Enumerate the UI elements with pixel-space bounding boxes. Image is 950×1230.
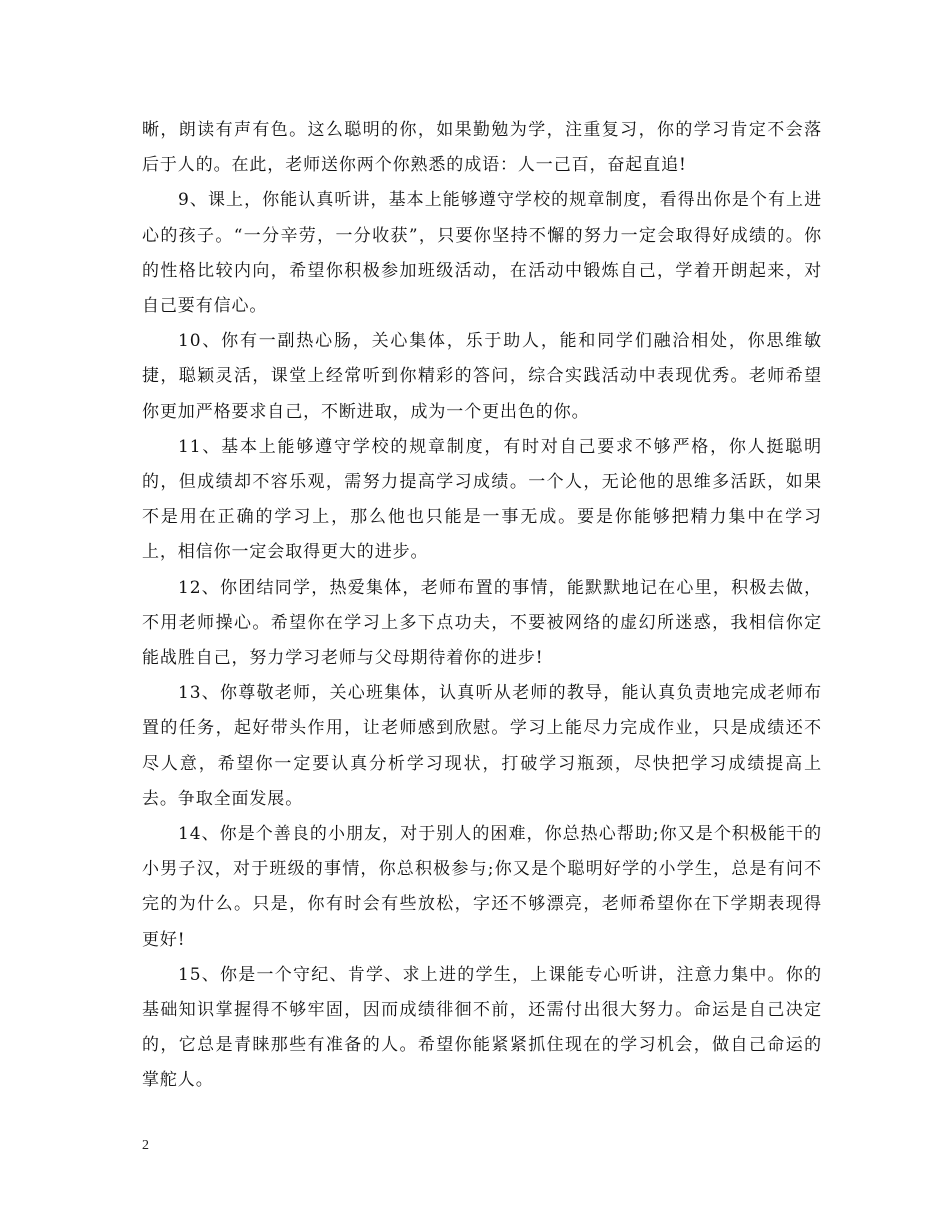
paragraph-continuation: 晰，朗读有声有色。这么聪明的你，如果勤勉为学，注重复习，你的学习肯定不会落后于人的。在此，老师送你两个你熟悉的成语：人一己百，奋起直追! bbox=[142, 120, 822, 176]
document-body bbox=[142, 113, 822, 1099]
paragraph-item-13: 13、你尊敬老师，关心班集体，认真听从老师的教导，能认真负责地完成老师布置的任务，起好带头作用，让老师感到欣慰。学习上能尽力完成作业，只是成绩还不尽人意，希望你一定要认真分析学习现状，打破学习瓶颈，尽快把学习成绩提高上去。争取全面发展。 bbox=[142, 683, 822, 809]
paragraph-item-10: 10、你有一副热心肠，关心集体，乐于助人，能和同学们融洽相处，你思维敏捷，聪颖灵活，课堂上经常听到你精彩的答问，综合实践活动中表现优秀。老师希望你更加严格要求自己，不断进取，成为一个更出色的你。 bbox=[142, 331, 822, 422]
paragraph-item-9: 9、课上，你能认真听讲，基本上能够遵守学校的规章制度，看得出你是个有上进心的孩子。“一分辛劳，一分收获”，只要你坚持不懈的努力一定会取得好成绩的。你的性格比较内向，希望你积极参加班级活动，在活动中锻炼自己，学着开朗起来，对自己要有信心。 bbox=[142, 190, 822, 317]
paragraph-item-15: 15、你是一个守纪、肯学、求上进的学生，上课能专心听讲，注意力集中。你的基础知识掌握得不够牢固，因而成绩徘徊不前，还需付出很大努力。命运是自己决定的，它总是青睐那些有准备的人。希望你能紧紧抓住现在的学习机会，做自己命运的掌舵人。 bbox=[142, 964, 822, 1091]
paragraph-item-12: 12、你团结同学，热爱集体，老师布置的事情，能默默地记在心里，积极去做，不用老师操心。希望你在学习上多下点功夫，不要被网络的虚幻所迷惑，我相信你定能战胜自己，努力学习老师与父母期待着你的进步! bbox=[142, 577, 822, 669]
page-number: 2 bbox=[142, 1138, 149, 1153]
paragraph-item-11: 11、基本上能够遵守学校的规章制度，有时对自己要求不够严格，你人挺聪明的，但成绩却不容乐观，需努力提高学习成绩。一个人，无论他的思维多活跃，如果不是用在正确的学习上，那么他也只能是一事无成。要是你能够把精力集中在学习上，相信你一定会取得更大的进步。 bbox=[142, 436, 822, 563]
paragraph-item-14: 14、你是个善良的小朋友，对于别人的困难，你总热心帮助;你又是个积极能干的小男子汉，对于班级的事情，你总积极参与;你又是个聪明好学的小学生，总是有问不完的为什么。只是，你有时会有些放松，字还不够漂亮，老师希望你在下学期表现得更好! bbox=[142, 824, 822, 950]
